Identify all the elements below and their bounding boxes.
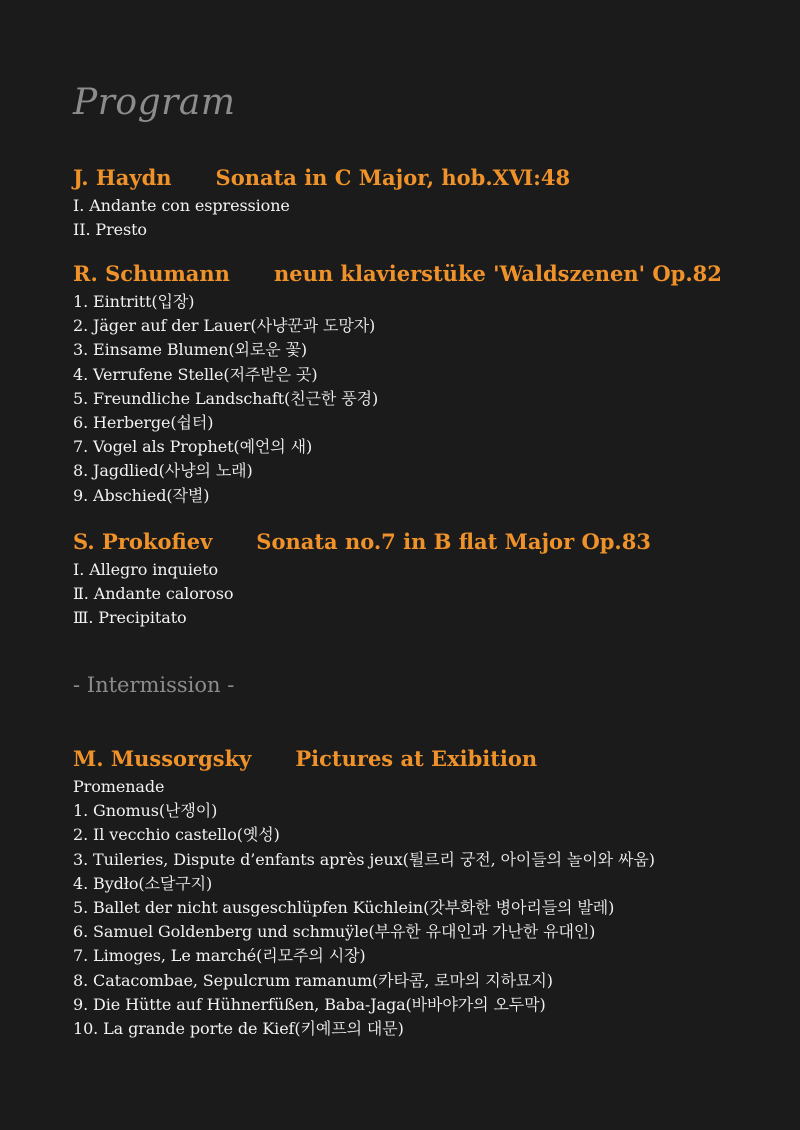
page-title: Program [73, 82, 236, 123]
movement-item: Ⅱ. Andante caloroso [73, 584, 234, 604]
intermission-label: - Intermission - [73, 673, 235, 697]
movement-item: 10. La grande porte de Kief(키예프의 대문) [73, 1019, 404, 1039]
movement-item: 4. Verrufene Stelle(저주받은 곳) [73, 364, 318, 384]
movement-item: Ⅲ. Precipitato [73, 608, 187, 628]
work-title: Sonata in C Major, hob.ⅩⅥ:48 [215, 165, 571, 190]
movement-item: 7. Vogel als Prophet(예언의 새) [73, 437, 313, 457]
section-mussorgsky [73, 745, 783, 1041]
movement-item: II. Presto [73, 220, 147, 240]
movement-item: 1. Eintritt(입장) [73, 292, 195, 311]
movement-item: 2. Il vecchio castello(옛성) [73, 825, 280, 845]
section-heading [73, 528, 783, 556]
movement-item: 4. Bydło(소달구지) [73, 873, 213, 893]
section-heading [73, 260, 783, 288]
movement-item: 1. Gnomus(난쟁이) [73, 801, 218, 821]
movement-item: 9. Die Hütte auf Hühnerfüßen, Baba-Jaga(바바야가의 오두막) [73, 994, 546, 1014]
movement-item: I. Andante con espressione [73, 196, 290, 215]
movement-item: 7. Limoges, Le marché(리모주의 시장) [73, 946, 366, 966]
composer-name: S. Prokofiev [73, 529, 213, 554]
composer-name: J. Haydn [73, 165, 172, 190]
movement-item: Promenade [73, 777, 165, 796]
movement-item: 6. Herberge(쉽터) [73, 413, 214, 433]
movement-item: 5. Freundliche Landschaft(친근한 풍경) [73, 388, 379, 408]
movement-item: Ⅰ. Allegro inquieto [73, 560, 219, 579]
section-heading [73, 745, 783, 773]
movement-item: 3. Einsame Blumen(외로운 꽃) [73, 340, 308, 360]
section-prokofiev [73, 528, 783, 631]
work-title: neun klavierstüke 'Waldszenen' Op.82 [273, 261, 722, 286]
work-title: Sonata no.7 in B flat Major Op.83 [256, 529, 651, 554]
movement-item: 9. Abschied(작별) [73, 485, 210, 505]
movement-item: 6. Samuel Goldenberg und schmuÿle(부유한 유대인과 가난한 유대인) [73, 922, 596, 942]
section-schumann [73, 260, 783, 508]
movement-item: 3. Tuileries, Dispute d’enfants après jeux(튈르리 궁전, 아이들의 놀이와 싸움) [73, 849, 655, 869]
movement-item: 2. Jäger auf der Lauer(사냥꾼과 도망자) [73, 316, 376, 336]
section-haydn [73, 164, 783, 242]
movement-item: 5. Ballet der nicht ausgeschlüpfen Küchlein(갓부화한 병아리들의 발레) [73, 898, 615, 918]
composer-name: R. Schumann [73, 261, 230, 286]
composer-name: M. Mussorgsky [73, 746, 252, 771]
work-title: Pictures at Exibition [295, 746, 538, 771]
movement-item: 8. Catacombae, Sepulcrum ramanum(카타콤, 로마의 지하묘지) [73, 970, 553, 990]
movement-item: 8. Jagdlied(사냥의 노래) [73, 461, 253, 481]
section-heading [73, 164, 783, 192]
